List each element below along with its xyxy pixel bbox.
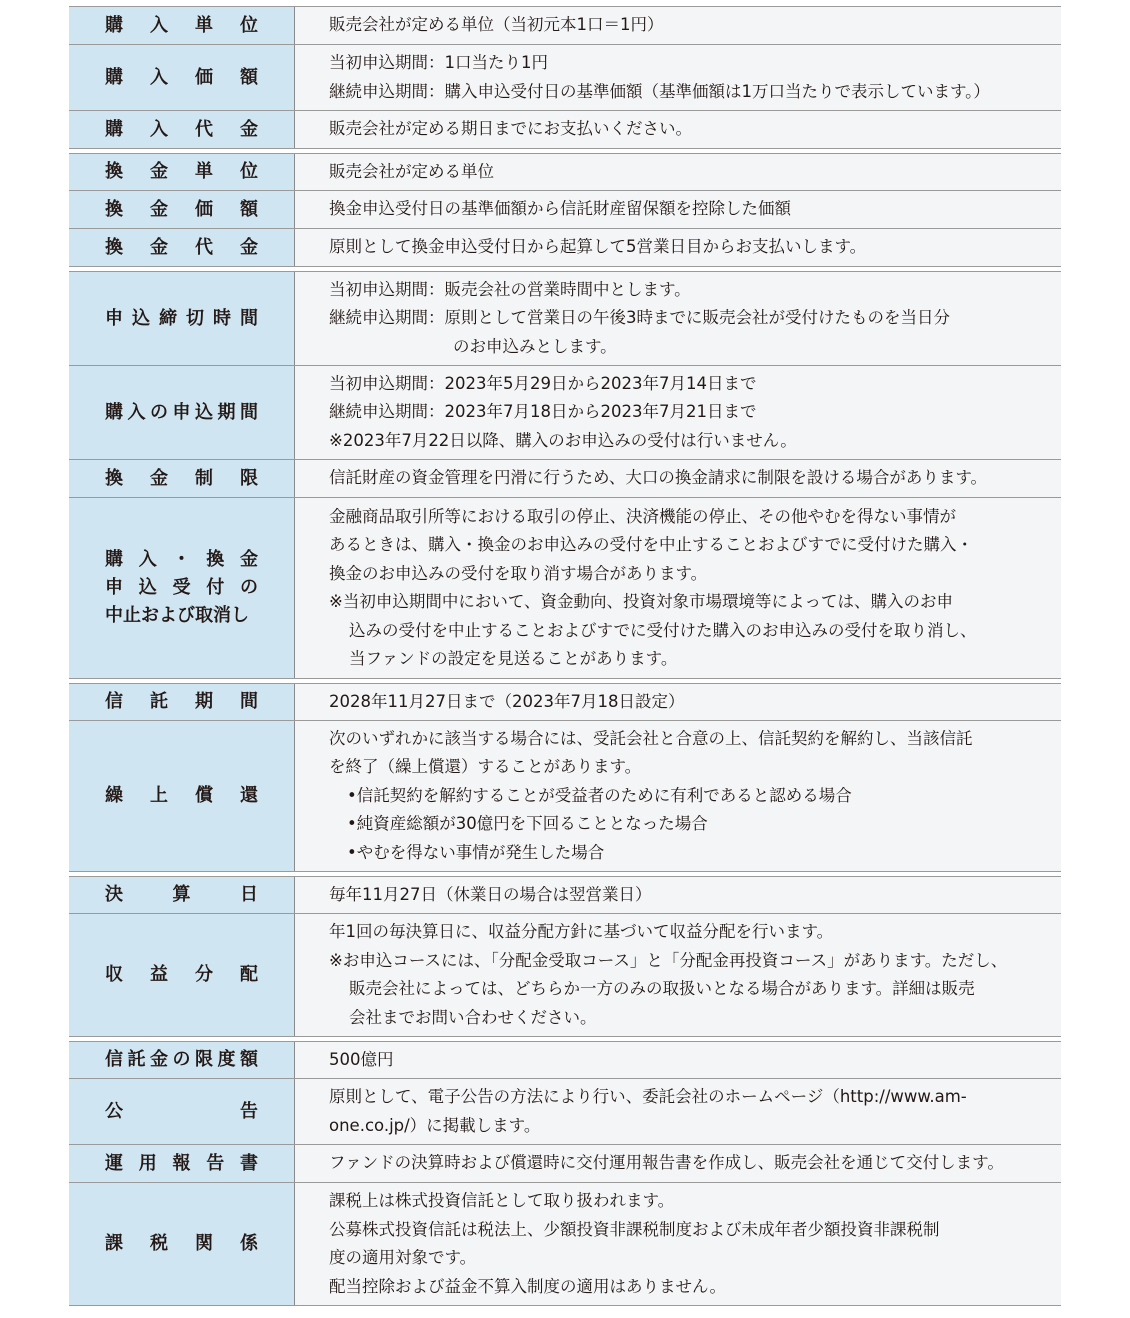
row-suspension-cancellation: [69, 498, 1061, 678]
value-line: 信託財産の資金管理を円滑に行うため、大口の換金請求に制限を設ける場合があります。: [329, 468, 988, 488]
row-label: 決算日: [105, 884, 258, 905]
label-cell: [69, 229, 295, 266]
value-line: 当初申込期間：販売会社の営業時間中とします。: [329, 279, 691, 299]
row-income-distribution: [69, 914, 1061, 1036]
value-line: 度の適用対象です。: [329, 1248, 477, 1267]
label-cell: [69, 1145, 295, 1182]
value-line: 販売会社によっては、どちらか一方のみの取扱いとなる場合があります。詳細は販売: [349, 979, 975, 998]
value-line: 当初申込期間：2023年5月29日から2023年7月14日まで: [329, 373, 757, 393]
label-cell: [69, 498, 295, 678]
value-cell: [295, 7, 1061, 44]
value-line: 次のいずれかに該当する場合には、受託会社と合意の上、信託契約を解約し、当該信託: [329, 728, 973, 748]
value-line: 当初申込期間：1口当たり1円: [329, 53, 548, 72]
label-cell: [69, 191, 295, 228]
value-line: •純資産総額が30億円を下回ることとなった場合: [347, 814, 708, 834]
value-line: 公募株式投資信託は税法上、少額投資非課税制度および未成年者少額投資非課税制: [329, 1219, 940, 1239]
row-label: 中止および取消し: [105, 605, 249, 626]
value-cell: [295, 1079, 1061, 1144]
label-cell: [69, 1183, 295, 1305]
value-cell: [295, 1145, 1061, 1182]
row-label: 換金代金: [105, 236, 258, 258]
value-line: 500億円: [329, 1049, 394, 1069]
row-purchase-application-period: [69, 366, 1061, 459]
value-line: 原則として換金申込受付日から起算して5営業日目からお支払いします。: [329, 237, 867, 257]
value-line: •やむを得ない事情が発生した場合: [347, 842, 605, 862]
row-label: 換金制限: [105, 467, 258, 489]
label-cell: [69, 1042, 295, 1078]
label-cell: [69, 721, 295, 871]
row-settlement-date: [69, 877, 1061, 913]
value-cell: [295, 877, 1061, 913]
value-line: 毎年11月27日（休業日の場合は翌営業日）: [329, 884, 652, 904]
value-line: ※お申込コースには、「分配金受取コース」と「分配金再投資コース」があります。ただし、: [329, 950, 1008, 970]
value-line: 原則として、電子公告の方法により行い、委託会社のホームページ（http://www.am-: [329, 1087, 967, 1106]
value-cell: [295, 366, 1061, 459]
row-label: 運用報告書: [105, 1152, 258, 1174]
value-line: 継続申込期間：購入申込受付日の基準価額（基準価額は1万口当たりで表示しています。）: [329, 81, 990, 101]
row-label: 購入・換金: [105, 549, 258, 570]
value-cell: [295, 914, 1061, 1036]
row-label: 課税関係: [105, 1233, 258, 1254]
value-cell: [295, 1183, 1061, 1305]
row-early-redemption: [69, 721, 1061, 871]
row-label: 申込締切時間: [105, 307, 258, 329]
value-cell: [295, 154, 1061, 190]
value-line: 販売会社が定める単位（当初元本1口＝1円）: [329, 15, 664, 35]
row-redemption-price: [69, 191, 1061, 228]
value-line: ※当初申込期間中において、資金動向、投資対象市場環境等によっては、購入のお申: [329, 592, 953, 611]
row-label: 購入の申込期間: [105, 401, 258, 423]
value-line: 課税上は株式投資信託として取り扱われます。: [329, 1191, 675, 1210]
label-cell: [69, 45, 295, 110]
row-redemption-unit: [69, 154, 1061, 190]
value-line: 込みの受付を中止することおよびすでに受付けた購入のお申込みの受付を取り消し、: [349, 620, 977, 640]
fund-terms-table: [69, 6, 1061, 1306]
label-cell: [69, 1079, 295, 1144]
row-taxation: [69, 1183, 1061, 1305]
label-cell: [69, 877, 295, 913]
value-line: one.co.jp/）に掲載します。: [329, 1115, 541, 1135]
value-cell: [295, 111, 1061, 148]
value-cell: [295, 460, 1061, 497]
value-cell: [295, 272, 1061, 365]
row-label: 換金価額: [105, 198, 258, 220]
row-purchase-price: [69, 45, 1061, 110]
row-label: 購入価額: [105, 66, 258, 88]
label-cell: [69, 366, 295, 459]
value-line: 配当控除および益金不算入制度の適用はありません。: [329, 1276, 726, 1296]
row-label: 収益分配: [105, 964, 258, 985]
value-line: のお申込みとします。: [453, 336, 617, 356]
label-cell: [69, 684, 295, 720]
value-cell: [295, 721, 1061, 871]
value-line: 継続申込期間：2023年7月18日から2023年7月21日まで: [329, 402, 757, 422]
value-line: •信託契約を解約することが受益者のために有利であると認める場合: [347, 785, 852, 805]
value-line: 継続申込期間：原則として営業日の午後3時までに販売会社が受付けたものを当日分: [329, 308, 950, 328]
value-cell: [295, 191, 1061, 228]
row-label: 換金単位: [105, 161, 258, 182]
row-redemption-payment: [69, 229, 1061, 266]
value-line: 販売会社が定める単位: [329, 161, 494, 181]
value-line: 年1回の毎決算日に、収益分配方針に基づいて収益分配を行います。: [329, 922, 834, 941]
value-cell: [295, 229, 1061, 266]
value-line: 2028年11月27日まで（2023年7月18日設定）: [329, 691, 685, 711]
value-line: 金融商品取引所等における取引の停止、決済機能の停止、その他やむを得ない事情が: [329, 506, 956, 526]
value-line: 換金のお申込みの受付を取り消す場合があります。: [329, 563, 708, 583]
row-label: 申込受付の: [105, 577, 258, 598]
row-label: 購入単位: [105, 14, 258, 36]
row-label: 購入代金: [105, 118, 258, 140]
row-management-report: [69, 1145, 1061, 1182]
label-cell: [69, 154, 295, 190]
row-trust-limit: [69, 1042, 1061, 1078]
row-label: 信託金の限度額: [105, 1049, 258, 1070]
value-line: 会社までお問い合わせください。: [349, 1007, 597, 1027]
value-cell: [295, 498, 1061, 678]
row-purchase-payment: [69, 111, 1061, 148]
value-line: 当ファンドの設定を見送ることがあります。: [349, 649, 678, 668]
value-cell: [295, 684, 1061, 720]
row-purchase-unit: [69, 7, 1061, 44]
row-label: 公告: [105, 1100, 258, 1122]
value-line: あるときは、購入・換金のお申込みの受付を中止することおよびすでに受付けた購入・: [329, 535, 973, 554]
label-cell: [69, 111, 295, 148]
row-trust-period: [69, 684, 1061, 720]
label-cell: [69, 272, 295, 365]
value-line: を終了（繰上償還）することがあります。: [329, 757, 642, 777]
value-line: 販売会社が定める期日までにお支払いください。: [329, 119, 692, 139]
label-cell: [69, 7, 295, 44]
value-line: ファンドの決算時および償還時に交付運用報告書を作成し、販売会社を通じて交付します。: [329, 1153, 1004, 1173]
row-label: 信託期間: [105, 691, 258, 712]
row-public-notice: [69, 1079, 1061, 1144]
row-redemption-restriction: [69, 460, 1061, 497]
row-application-deadline: [69, 272, 1061, 365]
label-cell: [69, 460, 295, 497]
row-label: 繰上償還: [105, 785, 258, 806]
label-cell: [69, 914, 295, 1036]
value-line: ※2023年7月22日以降、購入のお申込みの受付は行いません。: [329, 430, 797, 450]
value-line: 換金申込受付日の基準価額から信託財産留保額を控除した価額: [329, 199, 791, 219]
value-cell: [295, 45, 1061, 110]
value-cell: [295, 1042, 1061, 1078]
